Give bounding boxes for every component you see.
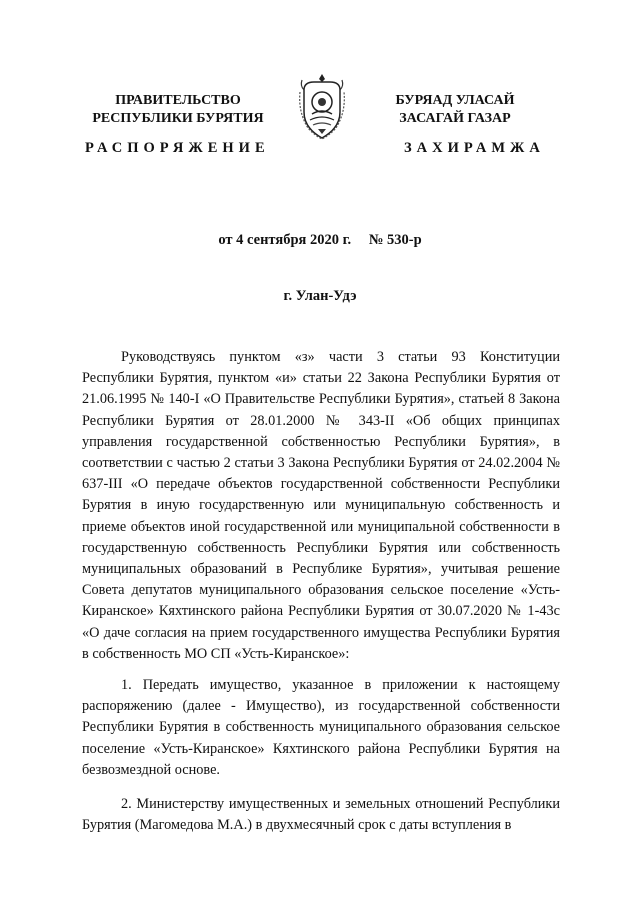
document-date: от 4 сентября 2020 г.: [218, 232, 352, 248]
clause-2-paragraph: [82, 794, 560, 836]
clause-1-text: 1. Передать имущество, указанное в приложении к настоящему распоряжению (далее - Имущество), из государственной собственности Республики Бурятия в собственность муниципального образования сельское поселение «Усть-Киранское» Кяхтинского района Республики Бурятия на безвозмездной основе.: [82, 677, 560, 778]
issuer-line-2: РЕСПУБЛИКИ БУРЯТИЯ: [92, 111, 264, 126]
preamble-text: Руководствуясь пунктом «з» части 3 статьи 93 Конституции Республики Бурятия, пунктом «и» статьи 22 Закона Республики Бурятия от 21.06.1995 № 140-I «О Правительстве Республики Бурятия», статьей 8 Закона Республики Бурятия от 28.01.2000 № 343-II «Об общих принципах управления государственной собственностью Республики Бурятия», в соответствии с частью 2 статьи 3 Закона Республики Бурятия от 24.02.2004 № 637-III «О передаче объектов государственной собственности Республики Бурятия в иную государственную или муниципальную собственность и приеме объектов иной государственной или муниципальной собственности в государственную собственность Республики Бурятия или собственность муниципальных образований в Республике Бурятия», учитывая решение Совета депутатов муниципального образования сельское поселение «Усть-Киранское» Кяхтинского района Республики Бурятия от 30.07.2020 № 1-43с «О даче согласия на прием государственного имущества Республики Бурятия в собственность МО СП «Усть-Киранское»:: [82, 349, 560, 662]
preamble-paragraph: [82, 347, 560, 665]
issuer-line-1: ПРАВИТЕЛЬСТВО: [115, 93, 241, 108]
issuer-buryat-line-2: ЗАСАГАЙ ГАЗАР: [399, 111, 511, 126]
issuer-buryat-line-1: БУРЯАД УЛАСАЙ: [395, 93, 515, 108]
clause-1-paragraph: [82, 675, 560, 781]
republic-of-buryatia-coat-of-arms-icon: [296, 72, 348, 142]
date-and-number: [0, 232, 640, 249]
document-number: № 530-р: [368, 232, 422, 248]
document-type-buryat: ЗАХИРАМЖА: [404, 140, 545, 156]
document-type-russian: РАСПОРЯЖЕНИЕ: [85, 140, 270, 156]
issuer-name-buryat: [365, 92, 545, 128]
issue-city: г. Улан-Удэ: [283, 288, 357, 304]
clause-2-text: 2. Министерству имущественных и земельных отношений Республики Бурятия (Магомедова М.А.) в двухмесячный срок с даты вступления в: [82, 796, 560, 834]
issuer-name-russian: [78, 92, 278, 128]
